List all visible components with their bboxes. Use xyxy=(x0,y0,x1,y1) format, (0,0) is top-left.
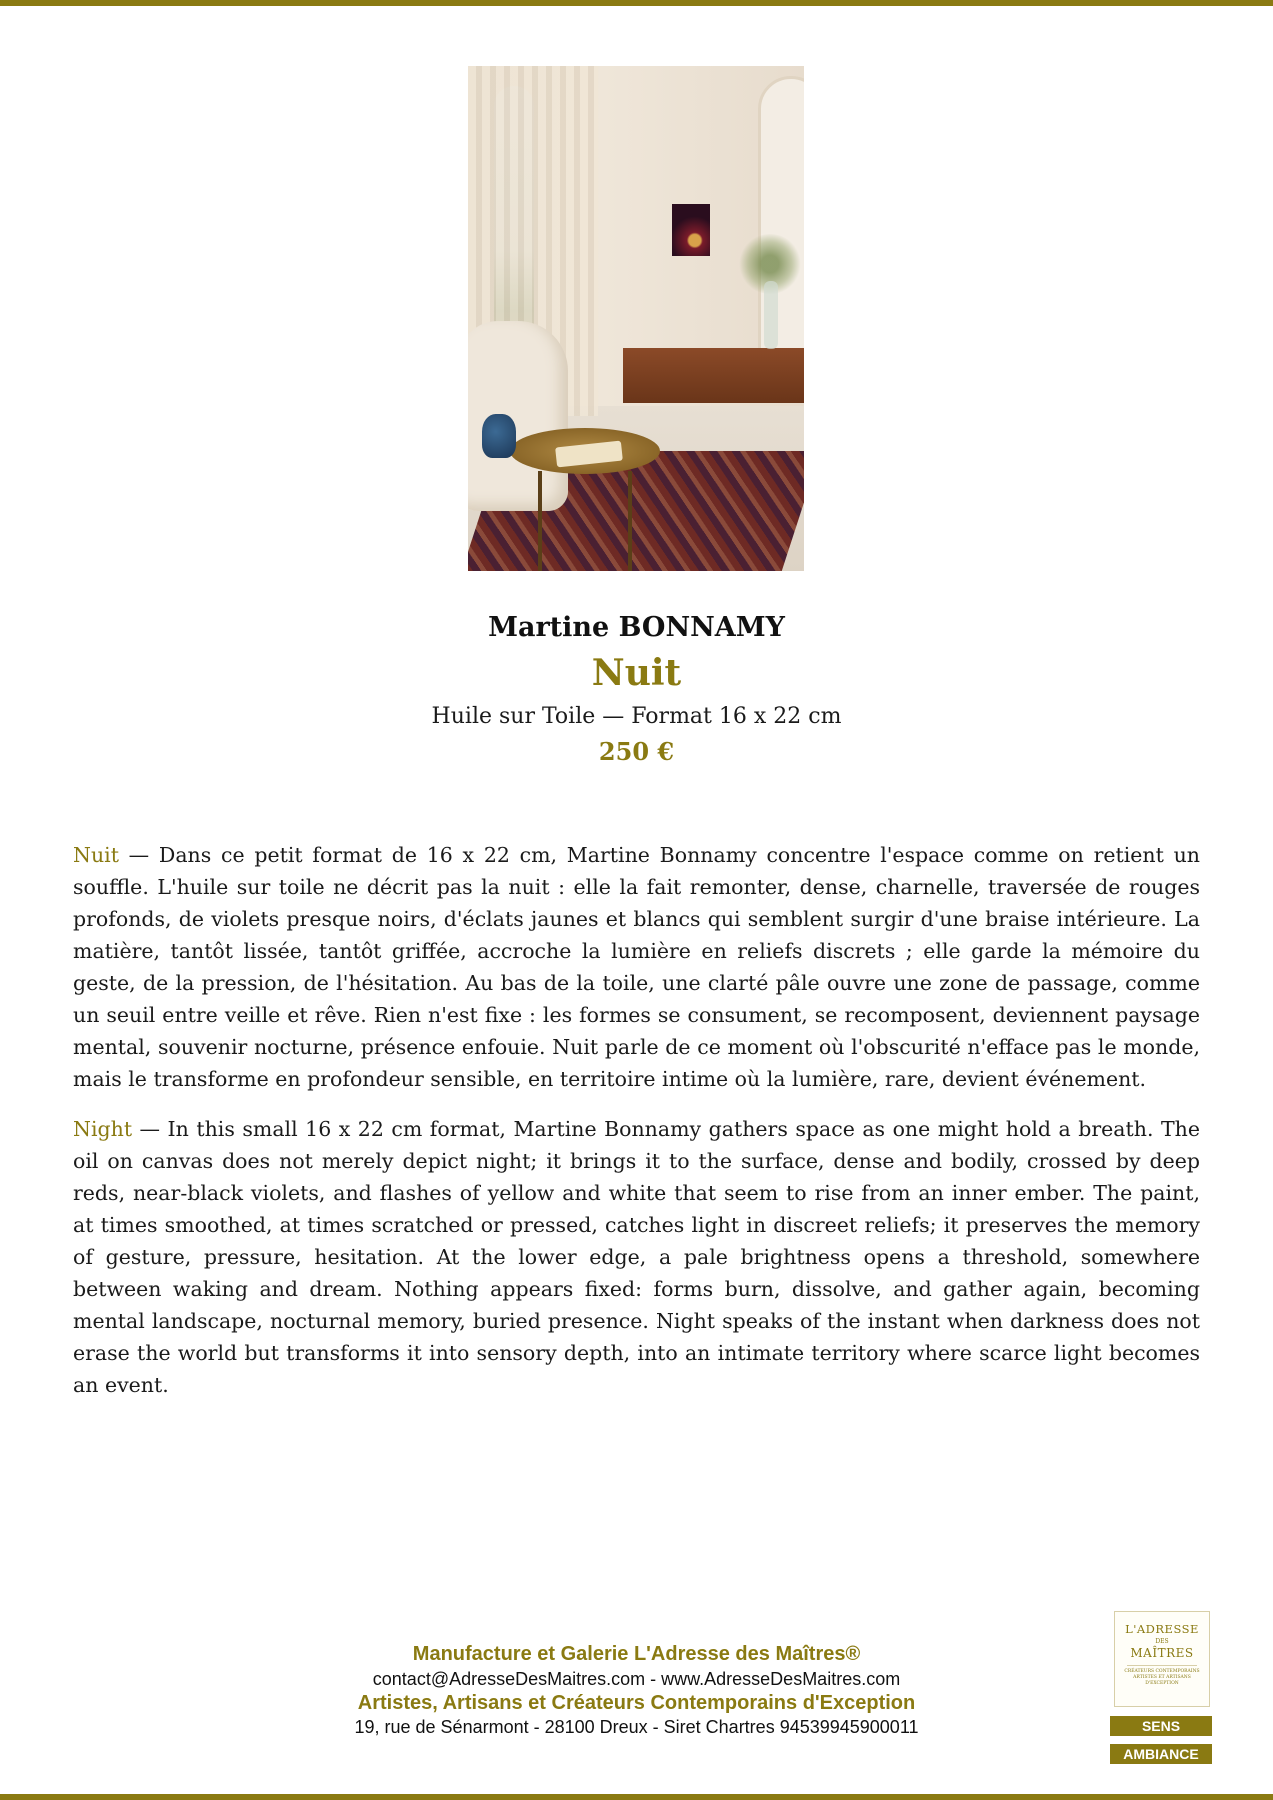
logo-line-3: MAÎTRES xyxy=(1130,1646,1194,1660)
description-fr-lead: Nuit xyxy=(73,843,119,867)
description-fr-text: — Dans ce petit format de 16 x 22 cm, Martine Bonnamy concentre l'espace comme on retient un souffle. L'huile sur toile ne décrit pas la nuit : elle la fait remonter, dense, charnelle, traversée de rouges profonds, de violets presque noirs, d'éclats jaunes et blancs qui semblent surgir d'une braise intérieure. La matière, tantôt lissée, tantôt griffée, accroche la lumière en reliefs discrets ; elle garde la mémoire du geste, de la pression, de l'hésitation. Au bas de la toile, une clarté pâle ouvre une zone de passage, comme un seuil entre veille et rêve. Rien n'est fixe : les formes se consument, se recomposent, deviennent paysage mental, souvenir nocturne, présence enfouie. Nuit parle de ce moment où l'obscurité n'efface pas le monde, mais le transforme en profondeur sensible, en territoire intime où la lumière, rare, devient événement. xyxy=(73,843,1200,1091)
bottom-border xyxy=(0,1794,1273,1800)
logo-divider xyxy=(1127,1665,1197,1666)
logo-line-2: DES xyxy=(1155,1638,1169,1645)
photo-blue-jar xyxy=(482,414,516,458)
photo-table-leg xyxy=(538,471,542,571)
logo-line-1: L'ADRESSE xyxy=(1125,1622,1199,1636)
top-border xyxy=(0,0,1273,6)
photo-table-leg xyxy=(628,471,632,571)
footer-address: 19, rue de Sénarmont - 28100 Dreux - Siret Chartres 94539945900011 xyxy=(354,1717,919,1737)
tag-sens: SENS xyxy=(1110,1716,1212,1736)
logo-line-4: CRÉATEURS CONTEMPORAINS ARTISTES ET ARTISANS D'EXCEPTION xyxy=(1124,1669,1200,1686)
footer-gallery-name: Manufacture et Galerie L'Adresse des Maîtres® xyxy=(412,1643,861,1665)
gallery-logo xyxy=(1114,1611,1210,1707)
artwork-room-photo xyxy=(468,66,804,571)
footer-tagline: Artistes, Artisans et Créateurs Contemporains d'Exception xyxy=(357,1692,916,1714)
description-fr xyxy=(73,839,1200,1095)
description-en-lead: Night xyxy=(73,1117,133,1141)
description-en xyxy=(73,1113,1200,1401)
artwork-title: Nuit xyxy=(591,652,682,694)
artist-name: Martine BONNAMY xyxy=(488,612,785,643)
photo-vase xyxy=(764,281,778,349)
tag-ambiance: AMBIANCE xyxy=(1110,1744,1212,1764)
photo-hung-painting xyxy=(672,204,710,256)
description-en-text: — In this small 16 x 22 cm format, Martine Bonnamy gathers space as one might hold a breath. The oil on canvas does not merely depict night; it brings it to the surface, dense and bodily, crossed by deep reds, near-black violets, and flashes of yellow and white that seem to rise from an inner ember. The paint, at times smoothed, at times scratched or pressed, catches light in discreet reliefs; it preserves the memory of gesture, pressure, hesitation. At the lower edge, a pale brightness opens a threshold, somewhere between waking and dream. Nothing appears fixed: forms burn, dissolve, and gather again, becoming mental landscape, nocturnal memory, buried presence. Night speaks of the instant when darkness does not erase the world but transforms it into sensory depth, into an intimate territory where scarce light becomes an event. xyxy=(73,1117,1200,1397)
photo-sideboard xyxy=(623,348,804,403)
footer-contact: contact@AdresseDesMaitres.com - www.AdresseDesMaitres.com xyxy=(372,1669,901,1689)
photo-armchair xyxy=(468,321,568,511)
artwork-price: 250 € xyxy=(598,737,675,766)
artwork-medium: Huile sur Toile — Format 16 x 22 cm xyxy=(431,704,842,729)
